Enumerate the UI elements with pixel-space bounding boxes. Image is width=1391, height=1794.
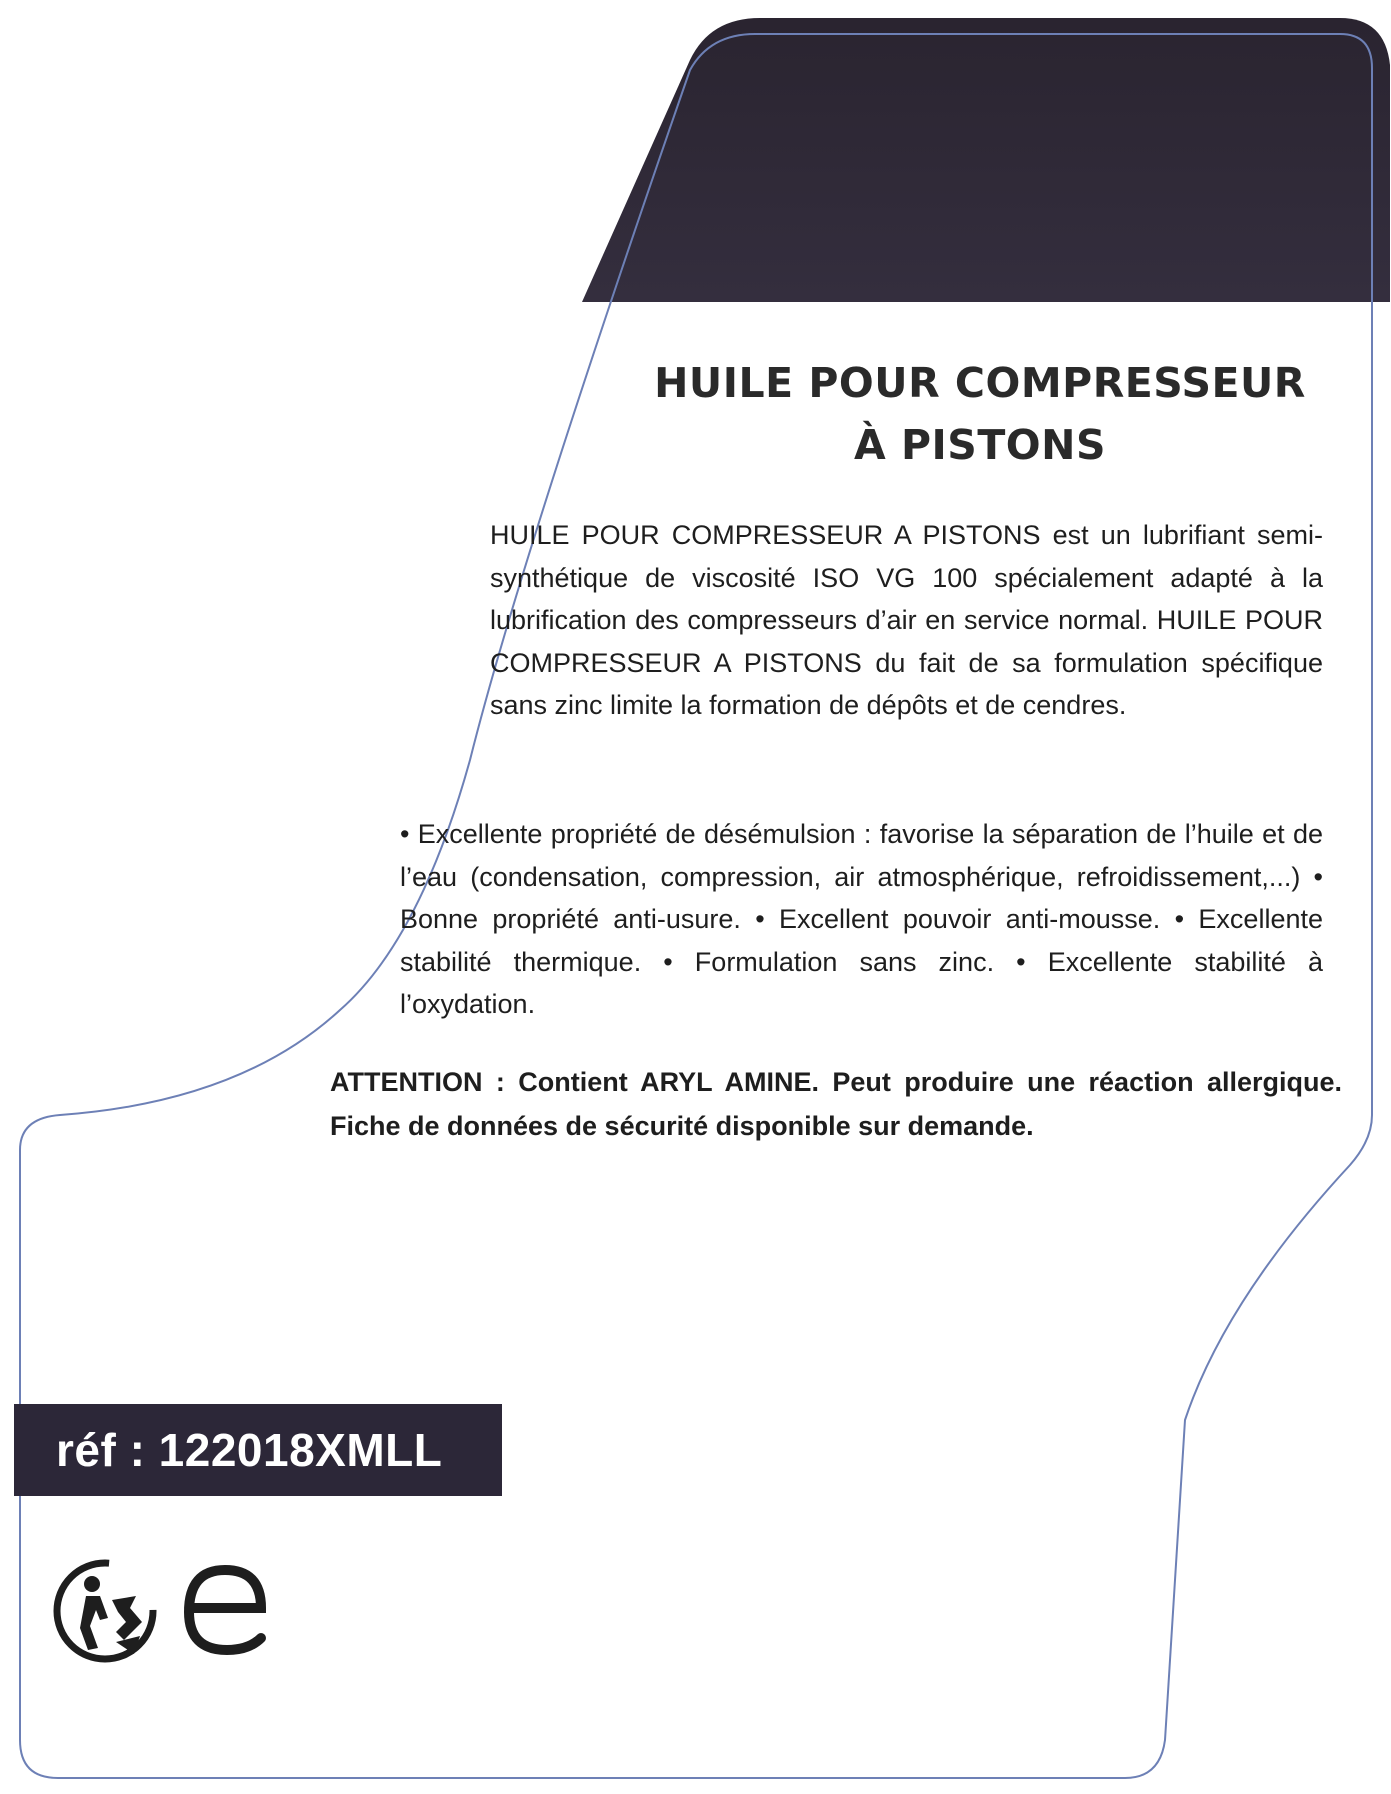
product-description: HUILE POUR COMPRESSEUR A PISTONS est un lubrifiant semi-synthétique de viscosité ISO VG 100 spécialement adapté à la lubrification des compresseurs d’air en service normal. HUILE POUR COMPRESSEUR A PISTONS du fait de sa formulation spécifique sans zinc limite la formation de dépôts et de cendres. — [490, 520, 1323, 720]
product-title — [600, 352, 1360, 476]
reference-badge: réf : 122018XMLL — [14, 1404, 502, 1496]
product-title-line2: À PISTONS — [853, 421, 1106, 469]
header-band — [582, 18, 1390, 302]
safety-warning: ATTENTION : Contient ARYL AMINE. Peut produire une réaction allergique. Fiche de données de sécurité disponible sur demande. — [330, 1067, 1342, 1141]
e-mark-icon — [175, 1550, 275, 1660]
product-features: • Excellente propriété de désémulsion : favorise la séparation de l’huile et de l’eau (condensation, compression, air atmosphérique, refroidissement,...) • Bonne propriété anti-usure. • Excellent pouvoir anti-mousse. • Excellente stabilité thermique. • Formulation sans zinc. • Excellente stabilité à l’oxydation. — [400, 819, 1323, 1019]
triman-recycling-icon — [50, 1556, 160, 1666]
symbols-row — [50, 1550, 290, 1670]
product-title-line1: HUILE POUR COMPRESSEUR — [654, 359, 1306, 407]
